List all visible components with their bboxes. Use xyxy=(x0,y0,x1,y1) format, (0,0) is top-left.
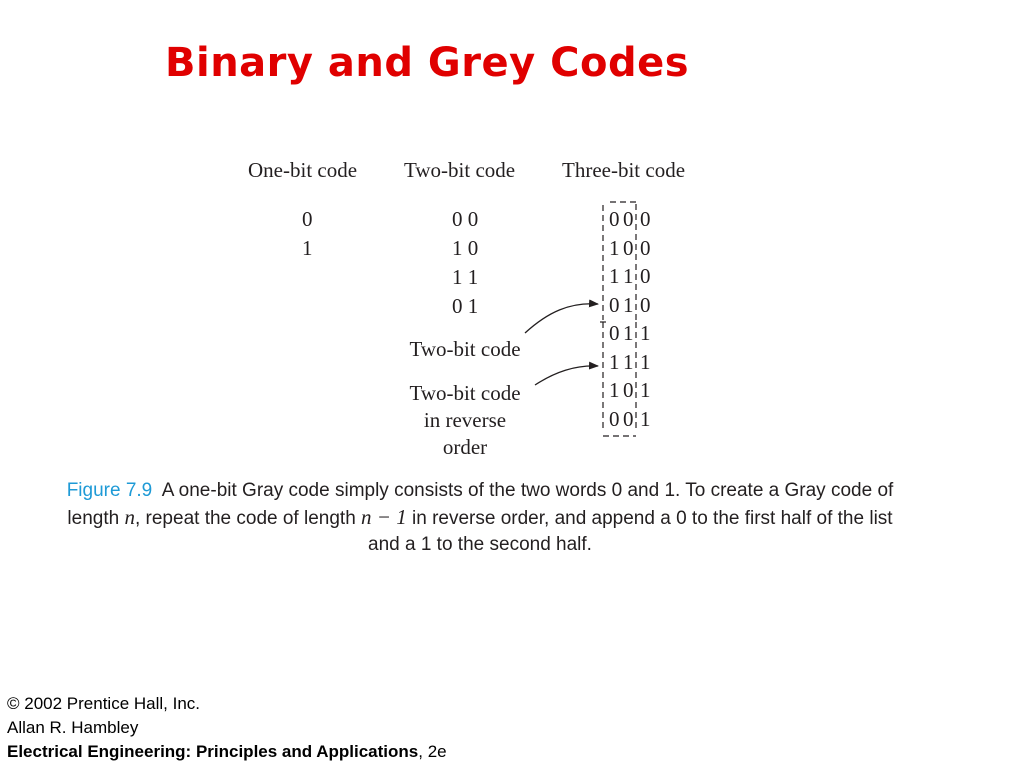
three-bit-code-5-bit-0: 1 xyxy=(609,349,620,374)
three-bit-code-3-bit-2: 0 xyxy=(640,292,651,317)
three-bit-code-1-bit-1: 0 xyxy=(623,235,634,260)
lower-half-bracket xyxy=(600,322,636,436)
three-bit-code-2-bit-2: 0 xyxy=(640,264,651,288)
book-citation xyxy=(7,740,447,764)
book-title: Electrical Engineering: Principles and Applications xyxy=(7,742,419,761)
annotation-two-bit-code: Two-bit code xyxy=(409,337,521,361)
one-bit-code-0: 0 xyxy=(302,207,313,231)
three-bit-code-6-bit-0: 1 xyxy=(609,378,620,402)
three-bit-code-4-bit-0: 0 xyxy=(609,321,620,345)
three-bit-code-1-bit-0: 1 xyxy=(609,235,620,260)
three-bit-code-0-bit-1: 0 xyxy=(623,207,634,231)
three-bit-code-3-bit-1: 1 xyxy=(623,292,634,317)
caption-var-n: n xyxy=(124,505,135,529)
upper-half-bracket xyxy=(603,202,636,320)
three-bit-code-7-bit-1: 0 xyxy=(623,406,634,431)
edition: , 2e xyxy=(418,742,447,761)
arrow-to-lower-half xyxy=(535,366,598,385)
two-bit-code-0: 0 0 xyxy=(452,207,479,231)
caption-text-1: A one-bit Gray code simply consists of the two words 0 and 1. To create a Gray code of length xyxy=(67,480,894,529)
three-bit-code-6-bit-1: 0 xyxy=(623,378,634,402)
caption-var-n-minus-1: n − 1 xyxy=(361,505,407,529)
footer xyxy=(7,692,447,764)
caption-text-3: in reverse order, and append a 0 to the first half of the list and a 1 to the second half. xyxy=(368,508,893,555)
three-bit-code-3-bit-0: 0 xyxy=(609,292,620,317)
arrow-to-upper-half xyxy=(525,304,598,333)
figure-caption xyxy=(60,478,900,558)
three-bit-code-2-bit-1: 1 xyxy=(623,264,634,288)
three-bit-code-1-bit-2: 0 xyxy=(640,235,651,260)
three-bit-code-7-bit-2: 1 xyxy=(640,406,651,431)
author: Allan R. Hambley xyxy=(7,718,139,737)
three-bit-code-0-bit-2: 0 xyxy=(640,207,651,231)
three-bit-code-7-bit-0: 0 xyxy=(609,406,620,431)
three-bit-code-4-bit-2: 1 xyxy=(640,321,651,345)
three-bit-code-4-bit-1: 1 xyxy=(623,321,634,345)
one-bit-code-header: One-bit code xyxy=(248,158,358,182)
two-bit-code-header: Two-bit code xyxy=(404,158,516,182)
two-bit-code-1: 1 0 xyxy=(452,236,479,260)
two-bit-code-2: 1 1 xyxy=(452,265,479,289)
three-bit-code-5-bit-2: 1 xyxy=(640,349,651,374)
one-bit-code-1: 1 xyxy=(302,236,313,260)
annotation-reverse-line-3: order xyxy=(442,435,488,459)
three-bit-code-0-bit-0: 0 xyxy=(609,207,620,231)
three-bit-code-6-bit-2: 1 xyxy=(640,378,651,402)
three-bit-code-2-bit-0: 1 xyxy=(609,264,620,288)
three-bit-code-header: Three-bit code xyxy=(562,158,686,182)
annotation-reverse-line-2: in reverse xyxy=(423,408,507,432)
three-bit-code-5-bit-1: 1 xyxy=(623,349,634,374)
figure-label: Figure 7.9 xyxy=(66,480,153,501)
two-bit-code-3: 0 1 xyxy=(452,294,479,318)
slide-title: Binary and Grey Codes xyxy=(165,40,690,86)
annotation-reverse-line-1: Two-bit code xyxy=(409,381,521,405)
caption-text-2: , repeat the code of length xyxy=(134,508,356,529)
copyright: © 2002 Prentice Hall, Inc. xyxy=(7,694,201,713)
